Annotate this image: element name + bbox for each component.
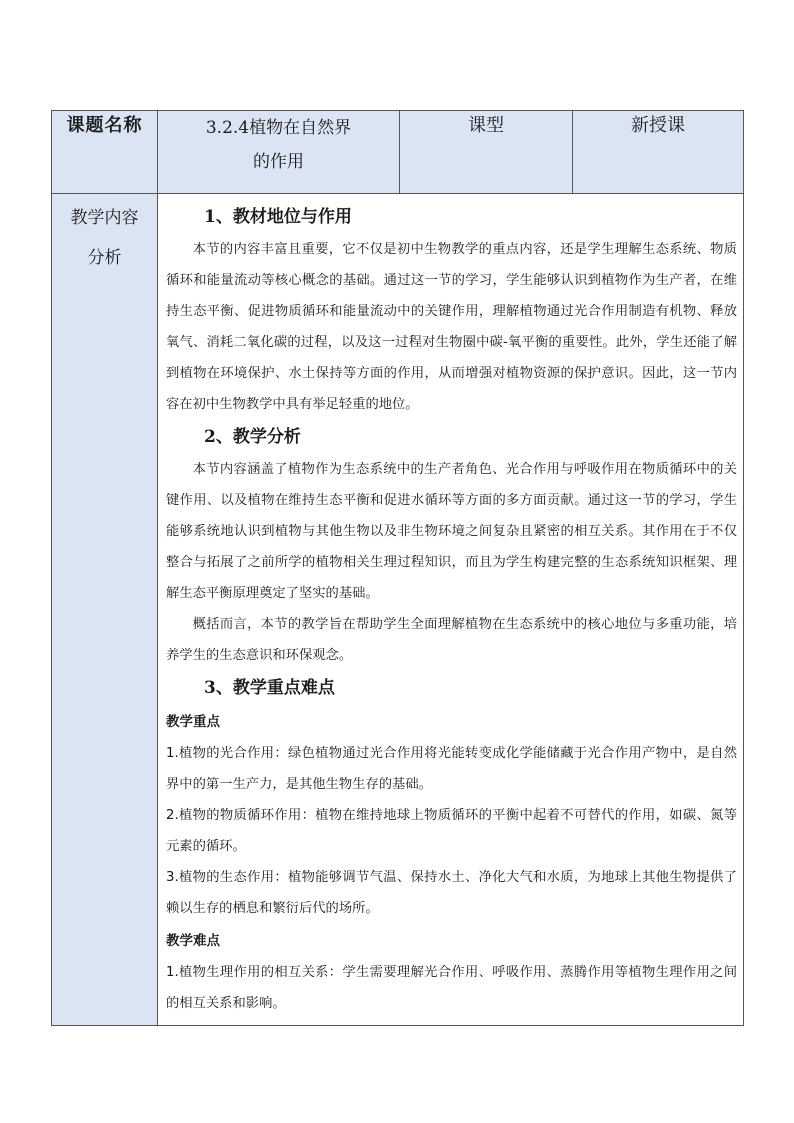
- section-heading-3: 3、教学重点难点: [204, 678, 335, 698]
- difficulty-item: 1.植物生理作用的相互关系：学生需要理解光合作用、呼吸作用、蒸腾作用等植物生理作用之间的相互关系和影响。: [166, 965, 737, 1011]
- section-heading-2: 2、教学分析: [204, 427, 301, 447]
- lesson-title-line2: 的作用: [253, 152, 304, 172]
- type-label: 课型: [468, 115, 504, 136]
- section-paragraph-2a: 本节内容涵盖了植物作为生态系统中的生产者角色、光合作用与呼吸作用在物质循环中的关键作用、以及植物在维持生态平衡和促进水循环等方面的多方面贡献。通过这一节的学习，学生能够系统地认识到植物与其他生物以及非生物环境之间复杂且紧密的相互关系。其作用在于不仅整合与拓展了之前所学的植物相关生理过程知识，而且为学生构建完整的生态系统知识框架、理解生态平衡原理奠定了坚实的基础。: [166, 462, 737, 601]
- title-value-cell: [158, 111, 400, 194]
- section-heading-1: 1、教材地位与作用: [204, 207, 352, 227]
- content-cell: [158, 194, 744, 1026]
- title-label: 课题名称: [66, 115, 143, 136]
- header-row: [52, 111, 744, 194]
- type-value-cell: [573, 111, 744, 194]
- section-label-cell: [52, 194, 158, 1026]
- section-label-line1: 教学内容: [70, 208, 139, 228]
- key-points-heading: 教学重点: [166, 714, 220, 730]
- difficulties-heading: 教学难点: [166, 933, 220, 949]
- title-label-cell: [52, 111, 158, 194]
- key-point-item: 2.植物的物质循环作用：植物在维持地球上物质循环的平衡中起着不可替代的作用，如碳、氮等元素的循环。: [166, 808, 737, 854]
- lesson-title: [158, 111, 399, 179]
- section-label: [52, 194, 157, 278]
- key-point-item: 1.植物的光合作用：绿色植物通过光合作用将光能转变成化学能储藏于光合作用产物中，是自然界中的第一生产力，是其他生物生存的基础。: [166, 746, 737, 792]
- key-point-item: 3.植物的生态作用：植物能够调节气温、保持水土、净化大气和水质，为地球上其他生物提供了赖以生存的栖息和繁衍后代的场所。: [166, 870, 737, 916]
- section-label-line2: 分析: [87, 248, 122, 268]
- section-paragraph-1: 本节的内容丰富且重要，它不仅是初中生物教学的重点内容，还是学生理解生态系统、物质循环和能量流动等核心概念的基础。通过这一节的学习，学生能够认识到植物作为生产者，在维持生态平衡、促进物质循环和能量流动中的关键作用，理解植物通过光合作用制造有机物、释放氧气、消耗二氧化碳的过程，以及这一过程对生物圈中碳-氧平衡的重要性。此外，学生还能了解到植物在环境保护、水土保持等方面的作用，从而增强对植物资源的保护意识。因此，这一节内容在初中生物教学中具有举足轻重的地位。: [166, 242, 737, 412]
- content-row: [52, 194, 744, 1026]
- type-label-cell: [400, 111, 573, 194]
- lesson-plan-table: [51, 110, 744, 1026]
- section-paragraph-2b: 概括而言，本节的教学旨在帮助学生全面理解植物在生态系统中的核心地位与多重功能，培养学生的生态意识和环保观念。: [166, 617, 737, 663]
- content-body: [158, 194, 743, 1025]
- lesson-title-line1: 3.2.4植物在自然界: [205, 118, 352, 138]
- type-value: 新授课: [631, 115, 685, 136]
